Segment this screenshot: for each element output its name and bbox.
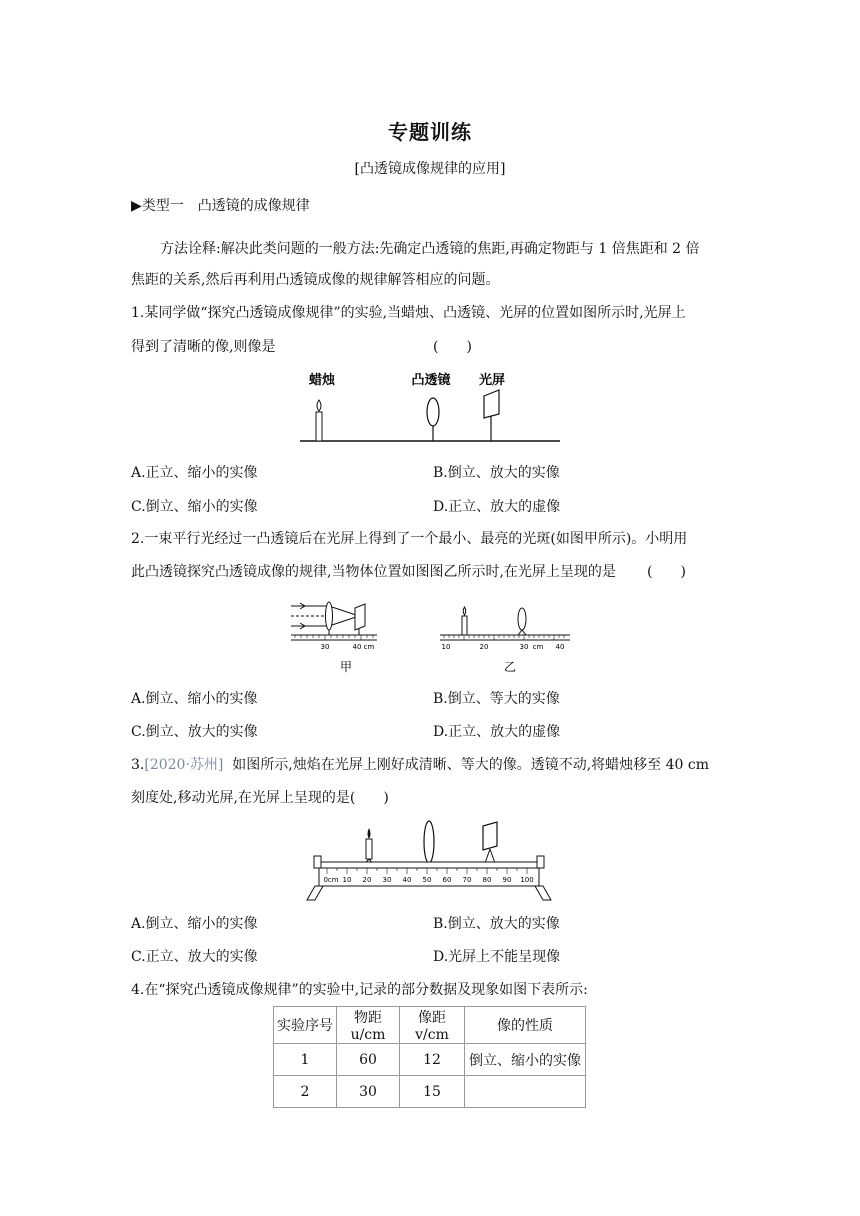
screen-icon <box>355 604 365 635</box>
q3-source: [2020·苏州] <box>144 757 224 773</box>
q1-lens-label: 凸透镜 <box>411 373 451 388</box>
q4-data-table <box>273 1006 586 1108</box>
q4-text-line-1: 4.在“探究凸透镜成像规律”的实验中,记录的部分数据及现象如图下表所示: <box>131 982 588 998</box>
q2a-tick-unit: cm <box>363 643 375 651</box>
table-cell: 12 <box>400 1044 465 1076</box>
q1-option-b: B.倒立、放大的实像 <box>433 465 560 481</box>
table-cell: 1 <box>274 1044 337 1076</box>
q3-ruler-label-0: 0cm <box>323 876 339 884</box>
q1-text-line-2: 得到了清晰的像,则像是 <box>131 339 276 355</box>
q2-option-a: A.倒立、缩小的实像 <box>131 691 258 707</box>
table-cell: 2 <box>274 1076 337 1108</box>
method-line-1: 方法诠释:解决此类问题的一般方法:先确定凸透镜的焦距,再确定物距与 1 倍焦距和 2 倍 <box>160 241 700 257</box>
q3-option-b: B.倒立、放大的实像 <box>433 916 560 932</box>
table-cell: 60 <box>337 1044 400 1076</box>
section-heading: ▶类型一 凸透镜的成像规律 <box>131 198 310 214</box>
screen-icon <box>484 390 499 441</box>
q1-figure <box>300 370 562 446</box>
q3-number: 3. <box>131 757 145 773</box>
table-header-cell: 像的性质 <box>465 1007 586 1044</box>
q1-candle-label: 蜡烛 <box>308 373 336 388</box>
candle-icon <box>462 607 467 635</box>
q2a-ruler-ticks <box>295 635 373 640</box>
q2-option-d: D.正立、放大的虚像 <box>433 724 561 740</box>
q1-text-line-1: 1.某同学做“探究凸透镜成像规律”的实验,当蜡烛、凸透镜、光屏的位置如图所示时,光屏上 <box>131 305 686 321</box>
q3-ruler-label-90: 90 <box>502 876 512 884</box>
q3-ruler-label-20: 20 <box>362 876 372 884</box>
q2-text-line-2: 此凸透镜探究凸透镜成像的规律,当物体位置如图图乙所示时,在光屏上呈现的是 <box>131 564 616 580</box>
q2a-tick-40: 40 <box>352 643 362 651</box>
convex-lens-icon <box>326 602 333 635</box>
convex-lens-icon <box>518 608 526 635</box>
q2-figure-b <box>438 602 573 674</box>
q1-screen-label: 光屏 <box>478 373 506 388</box>
table-row <box>274 1044 586 1076</box>
q3-ruler-label-10: 10 <box>342 876 352 884</box>
candle-icon <box>363 828 375 866</box>
q3-text-line-2: 刻度处,移动光屏,在光屏上呈现的是( ) <box>131 790 389 806</box>
q3-ruler-label-50: 50 <box>422 876 432 884</box>
method-line-2: 焦距的关系,然后再利用凸透镜成像的规律解答相应的问题。 <box>131 272 500 288</box>
q2b-tick-30: 30 <box>519 643 529 651</box>
table-cell <box>465 1076 586 1108</box>
table-header-row <box>274 1007 586 1044</box>
q1-option-d: D.正立、放大的虚像 <box>433 499 561 515</box>
q2b-tick-10: 10 <box>441 643 451 651</box>
q3-option-c: C.正立、放大的实像 <box>131 949 258 965</box>
q2a-caption: 甲 <box>339 660 353 674</box>
convex-lens-icon <box>423 821 435 868</box>
q3-option-d: D.光屏上不能呈现像 <box>433 949 561 965</box>
q2b-tick-20: 20 <box>479 643 489 651</box>
table-cell: 倒立、缩小的实像 <box>465 1044 586 1076</box>
q3-ruler-label-70: 70 <box>462 876 472 884</box>
q2-option-c: C.倒立、放大的实像 <box>131 724 258 740</box>
q1-option-c: C.倒立、缩小的实像 <box>131 499 258 515</box>
q2b-ruler-ticks <box>444 635 564 640</box>
q1-answer-bracket: ( ) <box>433 339 472 355</box>
table-cell: 30 <box>337 1076 400 1108</box>
q3-text-rest: 如图所示,烛焰在光屏上刚好成清晰、等大的像。透镜不动,将蜡烛移至 40 cm <box>232 757 710 773</box>
q2-option-b: B.倒立、等大的实像 <box>433 691 560 707</box>
convex-lens-icon <box>427 398 439 441</box>
screen-icon <box>483 822 497 866</box>
q3-text-line-1 <box>131 756 709 774</box>
q2b-tick-unit: cm <box>532 643 544 651</box>
q2a-tick-30: 30 <box>320 643 330 651</box>
q2-figure-a <box>289 596 381 674</box>
q3-figure <box>305 820 553 902</box>
table-row <box>274 1076 586 1108</box>
q2b-tick-40: 40 <box>555 643 565 651</box>
table-header-cell: 像距 v/cm <box>400 1007 465 1044</box>
page-subtitle: [凸透镜成像规律的应用] <box>354 161 506 177</box>
q2-text-line-1: 2.一束平行光经过一凸透镜后在光屏上得到了一个最小、最亮的光斑(如图甲所示)。小明用 <box>131 531 688 547</box>
q3-ruler-label-80: 80 <box>482 876 492 884</box>
page-title: 专题训练 <box>388 120 472 144</box>
q3-ruler-label-30: 30 <box>382 876 392 884</box>
candle-icon <box>316 400 322 441</box>
table-header-cell: 物距 u/cm <box>337 1007 400 1044</box>
q3-ruler-label-100: 100 <box>520 876 534 884</box>
q2-answer-bracket: ( ) <box>647 564 686 580</box>
q2b-caption: 乙 <box>503 660 517 674</box>
table-cell: 15 <box>400 1076 465 1108</box>
q1-option-a: A.正立、缩小的实像 <box>131 465 258 481</box>
table-header-cell: 实验序号 <box>274 1007 337 1044</box>
q3-ruler-label-60: 60 <box>442 876 452 884</box>
q3-option-a: A.倒立、缩小的实像 <box>131 916 258 932</box>
q3-ruler-label-40: 40 <box>402 876 412 884</box>
